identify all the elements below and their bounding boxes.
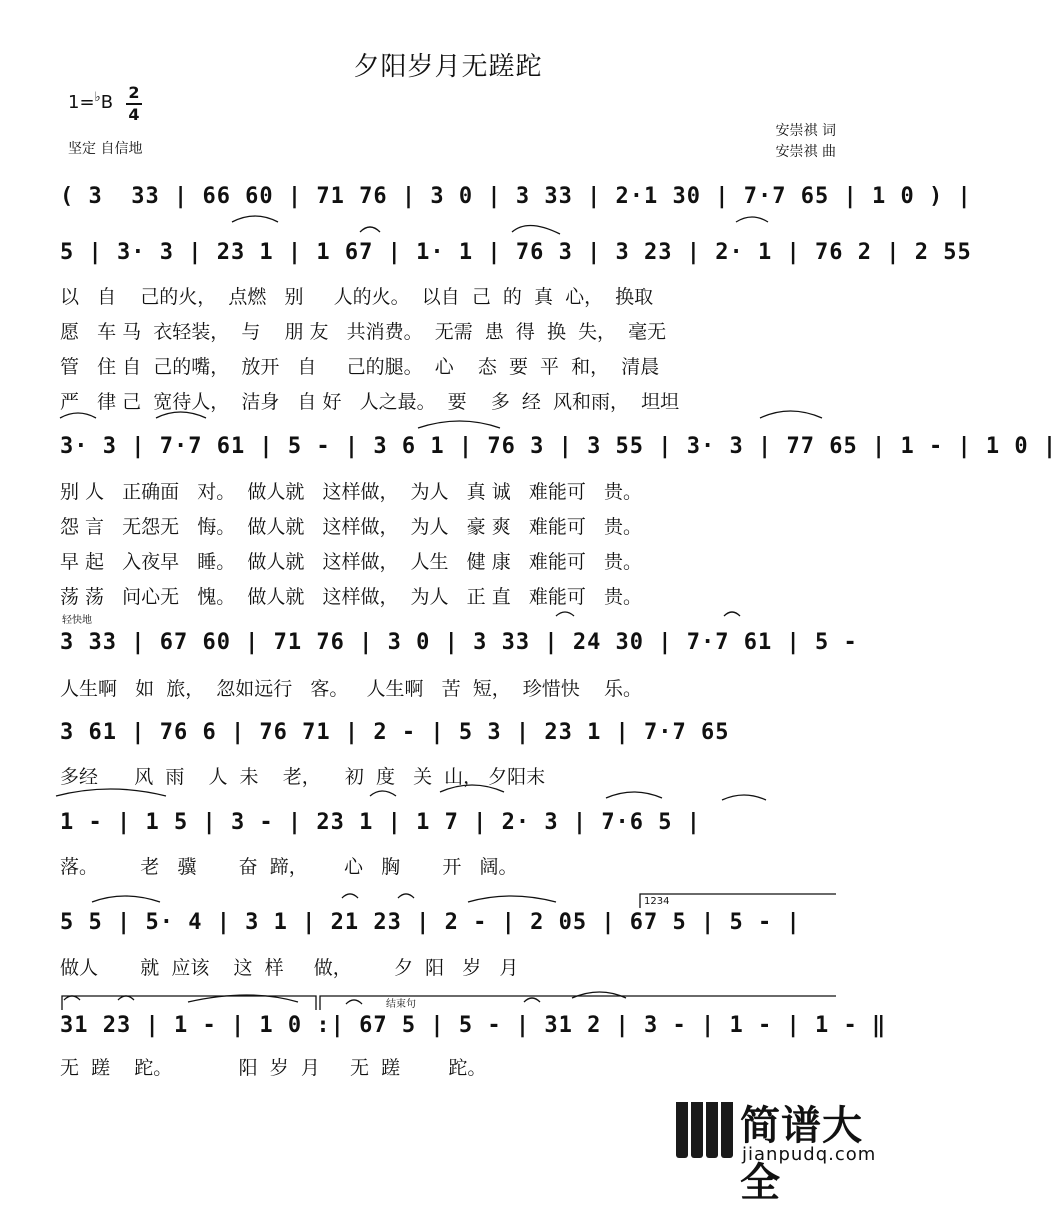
site-logo — [676, 1094, 896, 1206]
score-title: 夕阳岁月无蹉跎 — [353, 52, 543, 82]
logo-url: jianpudq.com — [742, 1144, 877, 1165]
system-6-lyrics: 落。 老 骥 奋 蹄， 心 胸 开 阔。 — [60, 856, 518, 878]
slur — [346, 1000, 362, 1004]
slur — [440, 785, 504, 792]
system-2-lyrics-verse-2: 愿 车 马 衣轻装， 与 朋 友 共消费。 无需 患 得 换 失， 毫无 — [60, 321, 667, 343]
slur — [524, 998, 540, 1002]
system-2-lyrics-verse-4: 严 律 己 宽待人， 洁身 自 好 人之最。 要 多 经 风和雨， 坦坦 — [60, 391, 680, 413]
system-4-notes: 3 33 | 67 60 | 71 76 | 3 0 | 3 33 | 24 30 | 7·7 61 | 5 - — [60, 630, 858, 655]
tempo-marking: 坚定 自信地 — [68, 141, 143, 157]
slur — [572, 992, 626, 998]
slur — [606, 792, 662, 798]
system-4-lyrics: 人生啊 如 旅， 忽如远行 客。 人生啊 苦 短， 珍惜快 乐。 — [60, 678, 642, 700]
slur — [736, 217, 768, 222]
tempo-change-marking: 轻快地 — [62, 615, 92, 626]
slur — [724, 612, 740, 616]
system-5-lyrics: 多经 风 雨 人 未 老， 初 度 关 山， 夕阳末 — [60, 766, 546, 788]
slur — [92, 896, 160, 902]
system-2-lyrics-verse-3: 管 住 自 己的嘴， 放开 自 己的腿。 心 态 要 平 和， 清晨 — [60, 356, 660, 378]
slur — [398, 894, 414, 898]
system-5-notes: 3 61 | 76 6 | 76 71 | 2 - | 5 3 | 23 1 | 7·7 65 — [60, 720, 730, 745]
ending-label: 结束句 — [386, 999, 416, 1010]
slur — [556, 612, 574, 616]
system-3-lyrics-verse-2: 怨 言 无怨无 悔。 做人就 这样做， 为人 豪 爽 难能可 贵。 — [60, 516, 642, 538]
piano-icon — [676, 1102, 732, 1158]
slur — [370, 791, 396, 796]
volta-label: 1234 — [644, 896, 670, 907]
system-1-notes: ( 3 33 | 66 60 | 71 76 | 3 0 | 3 33 | 2·1 30 | 7·7 65 | 1 0 ) | — [60, 184, 972, 209]
slur — [56, 789, 166, 796]
slur — [360, 227, 380, 232]
slur — [418, 421, 500, 428]
composer-credit: 安崇祺 曲 — [775, 144, 836, 160]
key-note: B — [100, 92, 114, 113]
logo-name: 简谱大全 — [740, 1103, 863, 1206]
time-bottom: 4 — [128, 105, 140, 124]
slur — [232, 216, 278, 222]
system-2-lyrics-verse-1: 以 自 己的火， 点燃 别 人的火。 以自 己 的 真 心， 换取 — [60, 286, 654, 308]
system-8-notes: 31 23 | 1 - | 1 0 :| 67 5 | 5 - | 31 2 | 3 - | 1 - | 1 - ‖ — [60, 1013, 887, 1038]
system-8-lyrics: 无 蹉 跎。 阳 岁 月 无 蹉 跎。 — [60, 1057, 487, 1079]
slur — [468, 896, 556, 902]
system-2-notes: 5 | 3· 3 | 23 1 | 1 67 | 1· 1 | 76 3 | 3 23 | 2· 1 | 76 2 | 2 55 — [60, 240, 972, 265]
system-3-notes: 3· 3 | 7·7 61 | 5 - | 3 6 1 | 76 3 | 3 55 | 3· 3 | 77 65 | 1 - | 1 0 | — [60, 434, 1057, 459]
slur — [722, 795, 766, 800]
system-3-lyrics-verse-1: 别 人 正确面 对。 做人就 这样做， 为人 真 诚 难能可 贵。 — [60, 481, 642, 503]
lyricist-credit: 安崇祺 词 — [775, 123, 836, 139]
volta-bracket — [320, 996, 836, 1010]
slur — [760, 411, 822, 418]
slur — [342, 894, 358, 898]
time-top: 2 — [128, 83, 140, 102]
system-7-lyrics: 做人 就 应该 这 样 做， 夕 阳 岁 月 — [60, 957, 519, 979]
slur — [512, 225, 560, 234]
system-3-lyrics-verse-3: 早 起 入夜早 睡。 做人就 这样做， 人生 健 康 难能可 贵。 — [60, 551, 642, 573]
system-3-lyrics-verse-4: 荡 荡 问心无 愧。 做人就 这样做， 为人 正 直 难能可 贵。 — [60, 586, 642, 608]
system-6-notes: 1 - | 1 5 | 3 - | 23 1 | 1 7 | 2· 3 | 7·6 5 | — [60, 810, 702, 835]
system-7-notes: 5 5 | 5· 4 | 3 1 | 21 23 | 2 - | 2 05 | 67 5 | 5 - | — [60, 910, 801, 935]
slur — [60, 413, 96, 418]
slur — [156, 412, 206, 418]
key-prefix: 1= — [68, 92, 95, 113]
flat-symbol: ♭ — [94, 90, 101, 105]
volta-bracket — [640, 894, 836, 908]
